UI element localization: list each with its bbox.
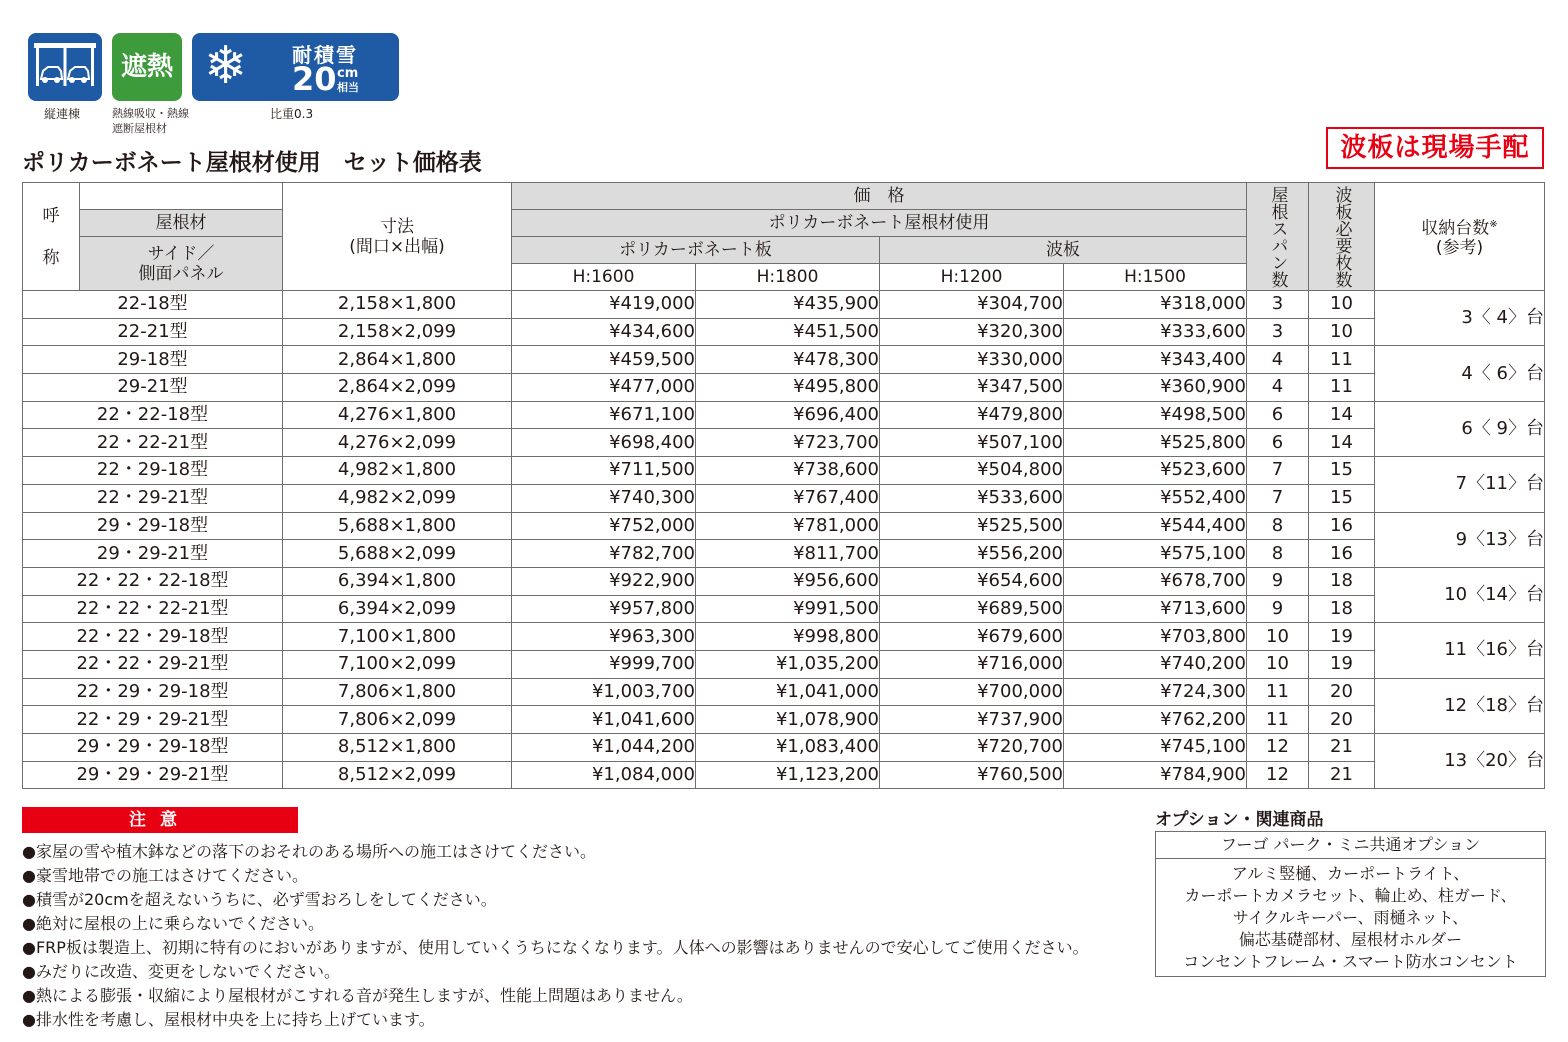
storage-count-cell: 13〈20〉台 <box>1375 734 1545 789</box>
price-h1200-cell: ¥654,600 <box>880 567 1064 595</box>
price-h1200-cell: ¥679,600 <box>880 623 1064 651</box>
heat-caption-1: 熱線吸収・熱線 <box>112 107 189 120</box>
header-size <box>283 183 512 291</box>
table-row <box>23 623 1545 651</box>
caution-list <box>22 840 1089 1032</box>
price-h1600-cell: ¥1,084,000 <box>512 761 696 789</box>
header-h1200: H:1200 <box>880 264 1064 291</box>
snowflake-icon: ❄ <box>204 36 248 96</box>
sheet-count-cell: 10 <box>1309 318 1375 346</box>
price-h1600-cell: ¥477,000 <box>512 374 696 402</box>
price-h1600-cell: ¥1,041,600 <box>512 706 696 734</box>
heat-caption-2: 遮断屋根材 <box>112 122 167 135</box>
options-line: コンセントフレーム・スマート防水コンセント <box>1183 952 1518 971</box>
sheet-count-cell: 15 <box>1309 457 1375 485</box>
price-h1800-cell: ¥696,400 <box>696 401 880 429</box>
size-cell: 2,158×1,800 <box>283 291 512 319</box>
table-row <box>23 346 1545 374</box>
table-row <box>23 512 1545 540</box>
span-count-cell: 11 <box>1247 678 1309 706</box>
table-row <box>23 761 1545 789</box>
price-h1500-cell: ¥498,500 <box>1064 401 1247 429</box>
size-cell: 7,100×2,099 <box>283 650 512 678</box>
caution-item: ●熱による膨張・収縮により屋根材がこすれる音が発生しますが、性能上問題はありません。 <box>22 986 693 1005</box>
caution-item: ●絶対に屋根の上に乗らないでください。 <box>22 914 324 933</box>
caution-item: ●みだりに改造、変更をしないでください。 <box>22 962 340 981</box>
header-storage <box>1375 183 1545 291</box>
price-h1500-cell: ¥703,800 <box>1064 623 1247 651</box>
price-h1500-cell: ¥762,200 <box>1064 706 1247 734</box>
header-storage-2: (参考) <box>1435 238 1484 259</box>
size-cell: 4,982×2,099 <box>283 484 512 512</box>
price-h1500-cell: ¥343,400 <box>1064 346 1247 374</box>
sheet-count-cell: 14 <box>1309 429 1375 457</box>
price-h1600-cell: ¥698,400 <box>512 429 696 457</box>
model-name-cell: 29・29-18型 <box>23 512 283 540</box>
table-row <box>23 374 1545 402</box>
price-h1600-cell: ¥963,300 <box>512 623 696 651</box>
span-count-cell: 10 <box>1247 650 1309 678</box>
caution-title: 注意 <box>22 807 298 833</box>
price-h1600-cell: ¥752,000 <box>512 512 696 540</box>
header-name <box>23 183 80 291</box>
model-name-cell: 29-21型 <box>23 374 283 402</box>
price-h1500-cell: ¥333,600 <box>1064 318 1247 346</box>
size-cell: 2,864×1,800 <box>283 346 512 374</box>
model-name-cell: 29・29・29-21型 <box>23 761 283 789</box>
sheet-count-cell: 16 <box>1309 540 1375 568</box>
sheet-count-cell: 15 <box>1309 484 1375 512</box>
caution-item: ●排水性を考慮し、屋根材中央を上に持ち上げています。 <box>22 1010 435 1029</box>
price-h1600-cell: ¥1,003,700 <box>512 678 696 706</box>
model-name-cell: 22-21型 <box>23 318 283 346</box>
price-h1800-cell: ¥781,000 <box>696 512 880 540</box>
table-row <box>23 650 1545 678</box>
price-h1500-cell: ¥713,600 <box>1064 595 1247 623</box>
price-h1800-cell: ¥738,600 <box>696 457 880 485</box>
table-row <box>23 567 1545 595</box>
price-h1800-cell: ¥478,300 <box>696 346 880 374</box>
price-h1800-cell: ¥991,500 <box>696 595 880 623</box>
carport-caption: 縦連棟 <box>44 107 81 121</box>
snow-load-badge <box>192 33 399 101</box>
model-name-cell: 22・22-21型 <box>23 429 283 457</box>
options-line: 偏芯基礎部材、屋根材ホルダー <box>1238 930 1463 949</box>
size-cell: 4,982×1,800 <box>283 457 512 485</box>
price-h1500-cell: ¥525,800 <box>1064 429 1247 457</box>
price-h1200-cell: ¥479,800 <box>880 401 1064 429</box>
span-count-cell: 6 <box>1247 401 1309 429</box>
size-cell: 4,276×2,099 <box>283 429 512 457</box>
sheet-count-cell: 11 <box>1309 346 1375 374</box>
carport-icon <box>28 33 102 101</box>
price-h1500-cell: ¥544,400 <box>1064 512 1247 540</box>
snow-load-value: 20 <box>292 60 337 98</box>
price-h1600-cell: ¥922,900 <box>512 567 696 595</box>
header-side-1: サイド／ <box>147 243 215 264</box>
size-cell: 6,394×2,099 <box>283 595 512 623</box>
price-table-body <box>23 291 1545 789</box>
header-corrugated: 波板 <box>880 237 1247 264</box>
header-side-panel <box>80 237 283 291</box>
model-name-cell: 22・29-21型 <box>23 484 283 512</box>
price-h1800-cell: ¥435,900 <box>696 291 880 319</box>
header-roof-material: 屋根材 <box>80 210 283 237</box>
header-name-2: 称 <box>42 247 60 268</box>
price-h1800-cell: ¥1,083,400 <box>696 734 880 762</box>
price-h1800-cell: ¥767,400 <box>696 484 880 512</box>
header-name-1: 呼 <box>42 205 60 226</box>
sheet-count-cell: 21 <box>1309 734 1375 762</box>
storage-count-cell: 7〈11〉台 <box>1375 457 1545 512</box>
model-name-cell: 22・22-18型 <box>23 401 283 429</box>
price-h1600-cell: ¥1,044,200 <box>512 734 696 762</box>
size-cell: 7,100×1,800 <box>283 623 512 651</box>
storage-count-cell: 4〈 6〉台 <box>1375 346 1545 401</box>
size-cell: 5,688×1,800 <box>283 512 512 540</box>
price-h1800-cell: ¥811,700 <box>696 540 880 568</box>
span-count-cell: 12 <box>1247 761 1309 789</box>
sheet-count-cell: 11 <box>1309 374 1375 402</box>
header-price: 価 格 <box>512 183 1247 210</box>
price-h1800-cell: ¥495,800 <box>696 374 880 402</box>
table-row <box>23 401 1545 429</box>
price-h1600-cell: ¥957,800 <box>512 595 696 623</box>
price-h1800-cell: ¥1,035,200 <box>696 650 880 678</box>
model-name-cell: 29-18型 <box>23 346 283 374</box>
span-count-cell: 7 <box>1247 457 1309 485</box>
table-row <box>23 540 1545 568</box>
price-h1800-cell: ¥1,123,200 <box>696 761 880 789</box>
size-cell: 8,512×1,800 <box>283 734 512 762</box>
header-storage-mark: ※ <box>1489 218 1498 230</box>
price-h1600-cell: ¥459,500 <box>512 346 696 374</box>
price-h1500-cell: ¥552,400 <box>1064 484 1247 512</box>
table-row <box>23 678 1545 706</box>
model-name-cell: 22・22・22-18型 <box>23 567 283 595</box>
price-h1500-cell: ¥575,100 <box>1064 540 1247 568</box>
table-row <box>23 457 1545 485</box>
header-size-1: 寸法 <box>380 216 414 237</box>
span-count-cell: 3 <box>1247 291 1309 319</box>
model-name-cell: 22・22・29-18型 <box>23 623 283 651</box>
model-name-cell: 22・22・22-21型 <box>23 595 283 623</box>
price-h1800-cell: ¥451,500 <box>696 318 880 346</box>
price-h1200-cell: ¥504,800 <box>880 457 1064 485</box>
span-count-cell: 4 <box>1247 346 1309 374</box>
price-h1200-cell: ¥347,500 <box>880 374 1064 402</box>
price-h1600-cell: ¥419,000 <box>512 291 696 319</box>
price-h1800-cell: ¥956,600 <box>696 567 880 595</box>
price-h1200-cell: ¥320,300 <box>880 318 1064 346</box>
header-size-2: (間口×出幅) <box>349 236 445 257</box>
span-count-cell: 3 <box>1247 318 1309 346</box>
price-h1500-cell: ¥724,300 <box>1064 678 1247 706</box>
caution-item: ●家屋の雪や植木鉢などの落下のおそれのある場所への施工はさけてください。 <box>22 842 596 861</box>
table-row <box>23 429 1545 457</box>
price-h1600-cell: ¥671,100 <box>512 401 696 429</box>
options-box <box>1155 831 1546 977</box>
options-line: サイクルキーパー、雨樋ネット、 <box>1232 908 1469 927</box>
sheet-count-cell: 18 <box>1309 567 1375 595</box>
span-count-cell: 10 <box>1247 623 1309 651</box>
options-line: カーポートカメラセット、輪止め、柱ガード、 <box>1184 886 1517 905</box>
carport-badge <box>28 33 102 101</box>
caution-item: ●FRP板は製造上、初期に特有のにおいがありますが、使用していくうちになくなります。人体への影響はありませんので安心してご使用ください。 <box>22 938 1089 957</box>
header-span: 屋根スパン数 <box>1247 183 1309 291</box>
price-h1200-cell: ¥716,000 <box>880 650 1064 678</box>
price-h1800-cell: ¥1,078,900 <box>696 706 880 734</box>
model-name-cell: 29・29・29-18型 <box>23 734 283 762</box>
table-row <box>23 734 1545 762</box>
caution-item: ●豪雪地帯での施工はさけてください。 <box>22 866 308 885</box>
price-h1600-cell: ¥999,700 <box>512 650 696 678</box>
price-h1500-cell: ¥678,700 <box>1064 567 1247 595</box>
storage-count-cell: 9〈13〉台 <box>1375 512 1545 567</box>
page-title: ポリカーボネート屋根材使用 セット価格表 <box>22 150 482 176</box>
size-cell: 5,688×2,099 <box>283 540 512 568</box>
snow-caption: 比重0.3 <box>270 107 314 121</box>
table-row <box>23 291 1545 319</box>
model-name-cell: 22・29・29-18型 <box>23 678 283 706</box>
span-count-cell: 4 <box>1247 374 1309 402</box>
storage-count-cell: 3〈 4〉台 <box>1375 291 1545 346</box>
storage-count-cell: 6〈 9〉台 <box>1375 401 1545 456</box>
price-h1200-cell: ¥304,700 <box>880 291 1064 319</box>
snow-load-equiv: 相当 <box>337 81 359 94</box>
header-h1600: H:1600 <box>512 264 696 291</box>
sheet-count-cell: 16 <box>1309 512 1375 540</box>
price-h1600-cell: ¥711,500 <box>512 457 696 485</box>
price-h1500-cell: ¥784,900 <box>1064 761 1247 789</box>
storage-count-cell: 11〈16〉台 <box>1375 623 1545 678</box>
options-header: フーゴ パーク・ミニ共通オプション <box>1156 832 1545 859</box>
price-h1200-cell: ¥525,500 <box>880 512 1064 540</box>
price-h1500-cell: ¥745,100 <box>1064 734 1247 762</box>
storage-count-cell: 12〈18〉台 <box>1375 678 1545 733</box>
price-h1200-cell: ¥737,900 <box>880 706 1064 734</box>
sheet-count-cell: 21 <box>1309 761 1375 789</box>
header-side-2: 側面パネル <box>138 263 224 284</box>
header-sheets: 波板必要枚数 <box>1309 183 1375 291</box>
span-count-cell: 9 <box>1247 567 1309 595</box>
price-h1200-cell: ¥760,500 <box>880 761 1064 789</box>
sheet-count-cell: 19 <box>1309 650 1375 678</box>
sheet-count-cell: 20 <box>1309 706 1375 734</box>
price-table <box>22 182 1545 789</box>
options-title: オプション・関連商品 <box>1155 810 1324 830</box>
table-row <box>23 318 1545 346</box>
caution-item: ●積雪が20cmを超えないうちに、必ず雪おろしをしてください。 <box>22 890 497 909</box>
sheet-count-cell: 10 <box>1309 291 1375 319</box>
model-name-cell: 22・29-18型 <box>23 457 283 485</box>
price-h1200-cell: ¥556,200 <box>880 540 1064 568</box>
options-line: アルミ竪樋、カーポートライト、 <box>1231 864 1470 883</box>
price-h1500-cell: ¥523,600 <box>1064 457 1247 485</box>
corrugated-on-site-note: 波板は現場手配 <box>1326 127 1544 169</box>
size-cell: 7,806×2,099 <box>283 706 512 734</box>
table-row <box>23 595 1545 623</box>
header-storage-1: 収納台数 <box>1421 218 1490 239</box>
price-h1200-cell: ¥330,000 <box>880 346 1064 374</box>
size-cell: 2,158×2,099 <box>283 318 512 346</box>
model-name-cell: 29・29-21型 <box>23 540 283 568</box>
span-count-cell: 12 <box>1247 734 1309 762</box>
span-count-cell: 9 <box>1247 595 1309 623</box>
span-count-cell: 6 <box>1247 429 1309 457</box>
size-cell: 4,276×1,800 <box>283 401 512 429</box>
size-cell: 8,512×2,099 <box>283 761 512 789</box>
sheet-count-cell: 20 <box>1309 678 1375 706</box>
price-h1800-cell: ¥1,041,000 <box>696 678 880 706</box>
model-name-cell: 22-18型 <box>23 291 283 319</box>
header-h1500: H:1500 <box>1064 264 1247 291</box>
price-h1200-cell: ¥689,500 <box>880 595 1064 623</box>
header-poly-use: ポリカーボネート屋根材使用 <box>512 210 1247 237</box>
price-h1600-cell: ¥782,700 <box>512 540 696 568</box>
price-h1500-cell: ¥360,900 <box>1064 374 1247 402</box>
sheet-count-cell: 19 <box>1309 623 1375 651</box>
span-count-cell: 8 <box>1247 512 1309 540</box>
header-poly-plate: ポリカーボネート板 <box>512 237 880 264</box>
price-h1800-cell: ¥998,800 <box>696 623 880 651</box>
storage-count-cell: 10〈14〉台 <box>1375 567 1545 622</box>
span-count-cell: 7 <box>1247 484 1309 512</box>
size-cell: 7,806×1,800 <box>283 678 512 706</box>
span-count-cell: 11 <box>1247 706 1309 734</box>
price-h1500-cell: ¥318,000 <box>1064 291 1247 319</box>
snow-load-unit: cm <box>337 66 359 81</box>
snow-load-title: 耐積雪 <box>292 43 358 67</box>
price-h1200-cell: ¥533,600 <box>880 484 1064 512</box>
price-h1500-cell: ¥740,200 <box>1064 650 1247 678</box>
price-h1200-cell: ¥507,100 <box>880 429 1064 457</box>
model-name-cell: 22・22・29-21型 <box>23 650 283 678</box>
model-name-cell: 22・29・29-21型 <box>23 706 283 734</box>
price-h1200-cell: ¥720,700 <box>880 734 1064 762</box>
heat-shield-badge: 遮熱 <box>112 33 182 101</box>
size-cell: 6,394×1,800 <box>283 567 512 595</box>
size-cell: 2,864×2,099 <box>283 374 512 402</box>
sheet-count-cell: 18 <box>1309 595 1375 623</box>
price-h1600-cell: ¥740,300 <box>512 484 696 512</box>
price-h1800-cell: ¥723,700 <box>696 429 880 457</box>
span-count-cell: 8 <box>1247 540 1309 568</box>
table-row <box>23 484 1545 512</box>
price-h1200-cell: ¥700,000 <box>880 678 1064 706</box>
table-row <box>23 706 1545 734</box>
header-h1800: H:1800 <box>696 264 880 291</box>
sheet-count-cell: 14 <box>1309 401 1375 429</box>
options-body <box>1156 859 1545 976</box>
price-h1600-cell: ¥434,600 <box>512 318 696 346</box>
